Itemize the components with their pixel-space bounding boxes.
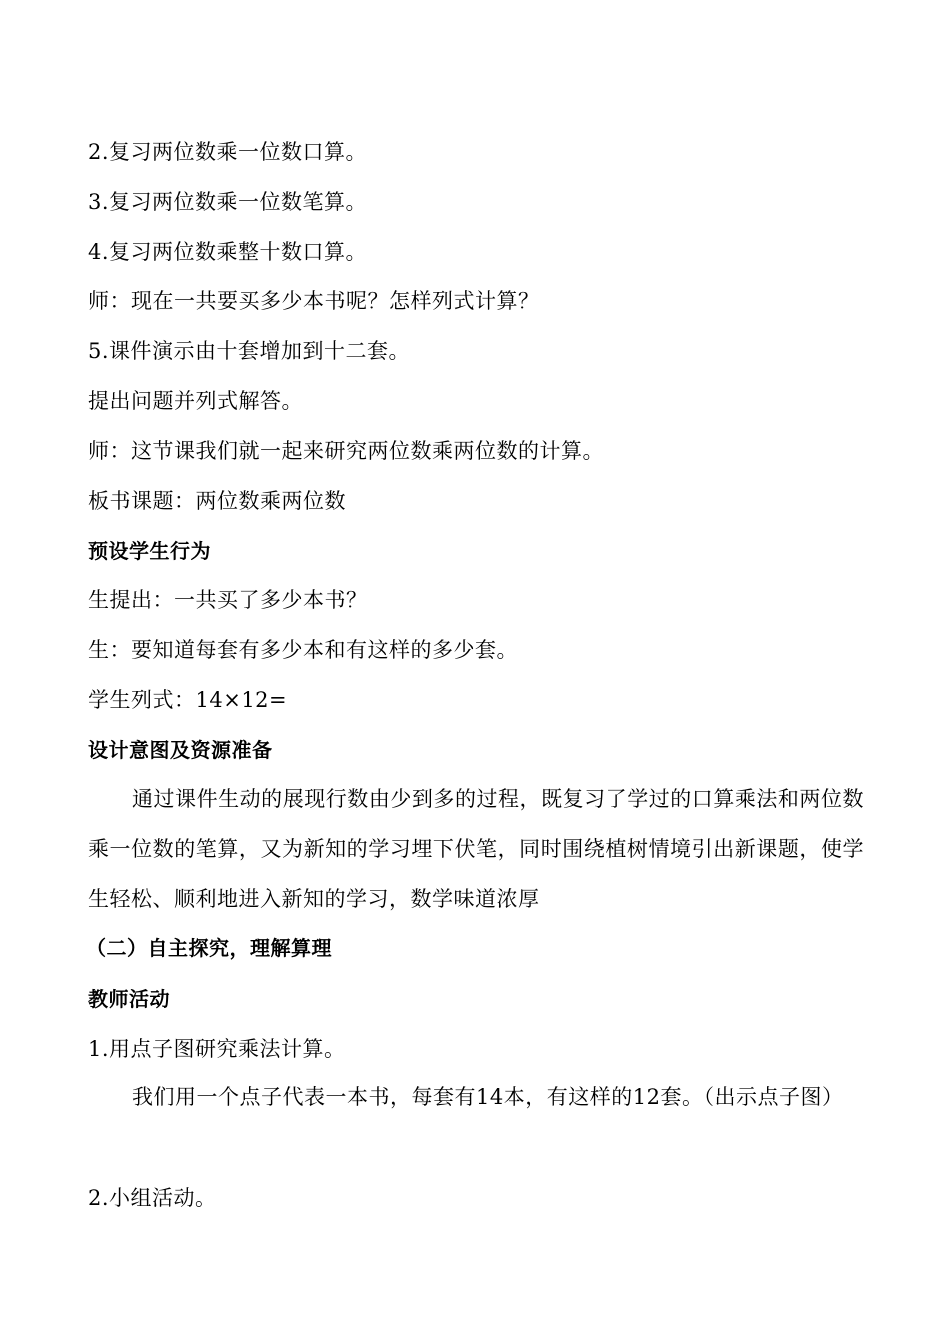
review-item-4: 4.复习两位数乘整十数口算。 bbox=[88, 240, 368, 264]
board-title: 板书课题：两位数乘两位数 bbox=[88, 489, 346, 513]
student-answer: 生：要知道每套有多少本和有这样的多少套。 bbox=[88, 638, 518, 662]
activity-item-1: 1.用点子图研究乘法计算。 bbox=[88, 1037, 346, 1061]
student-question: 生提出：一共买了多少本书？ bbox=[88, 588, 368, 612]
student-expression: 学生列式：14×12= bbox=[88, 688, 288, 712]
pose-question: 提出问题并列式解答。 bbox=[88, 389, 303, 413]
heading-teacher-activity: 教师活动 bbox=[88, 987, 170, 1011]
heading-student-behavior: 预设学生行为 bbox=[88, 539, 211, 563]
courseware-demo: 5.课件演示由十套增加到十二套。 bbox=[88, 339, 411, 363]
activity-item-2: 2.小组活动。 bbox=[88, 1186, 217, 1210]
teacher-question: 师：现在一共要买多少本书呢？怎样列式计算？ bbox=[88, 289, 540, 313]
teacher-intro: 师：这节课我们就一起来研究两位数乘两位数的计算。 bbox=[88, 439, 604, 463]
dot-diagram-paragraph: 我们用一个点子代表一本书，每套有14本，有这样的12套。（出示点子图） bbox=[132, 1085, 844, 1109]
review-item-3: 3.复习两位数乘一位数笔算。 bbox=[88, 190, 368, 214]
heading-design-intent: 设计意图及资源准备 bbox=[88, 738, 273, 762]
heading-section-two: （二）自主探究，理解算理 bbox=[86, 936, 332, 960]
review-item-2: 2.复习两位数乘一位数口算。 bbox=[88, 140, 368, 164]
design-intent-paragraph: 通过课件生动的展现行数由少到多的过程，既复习了学过的口算乘法和两位数乘一位数的笔算，又为新知的学习埋下伏笔，同时围绕植树情境引出新课题，使学生轻松、顺利地进入新知的学习，数学味道浓厚 bbox=[88, 787, 864, 911]
